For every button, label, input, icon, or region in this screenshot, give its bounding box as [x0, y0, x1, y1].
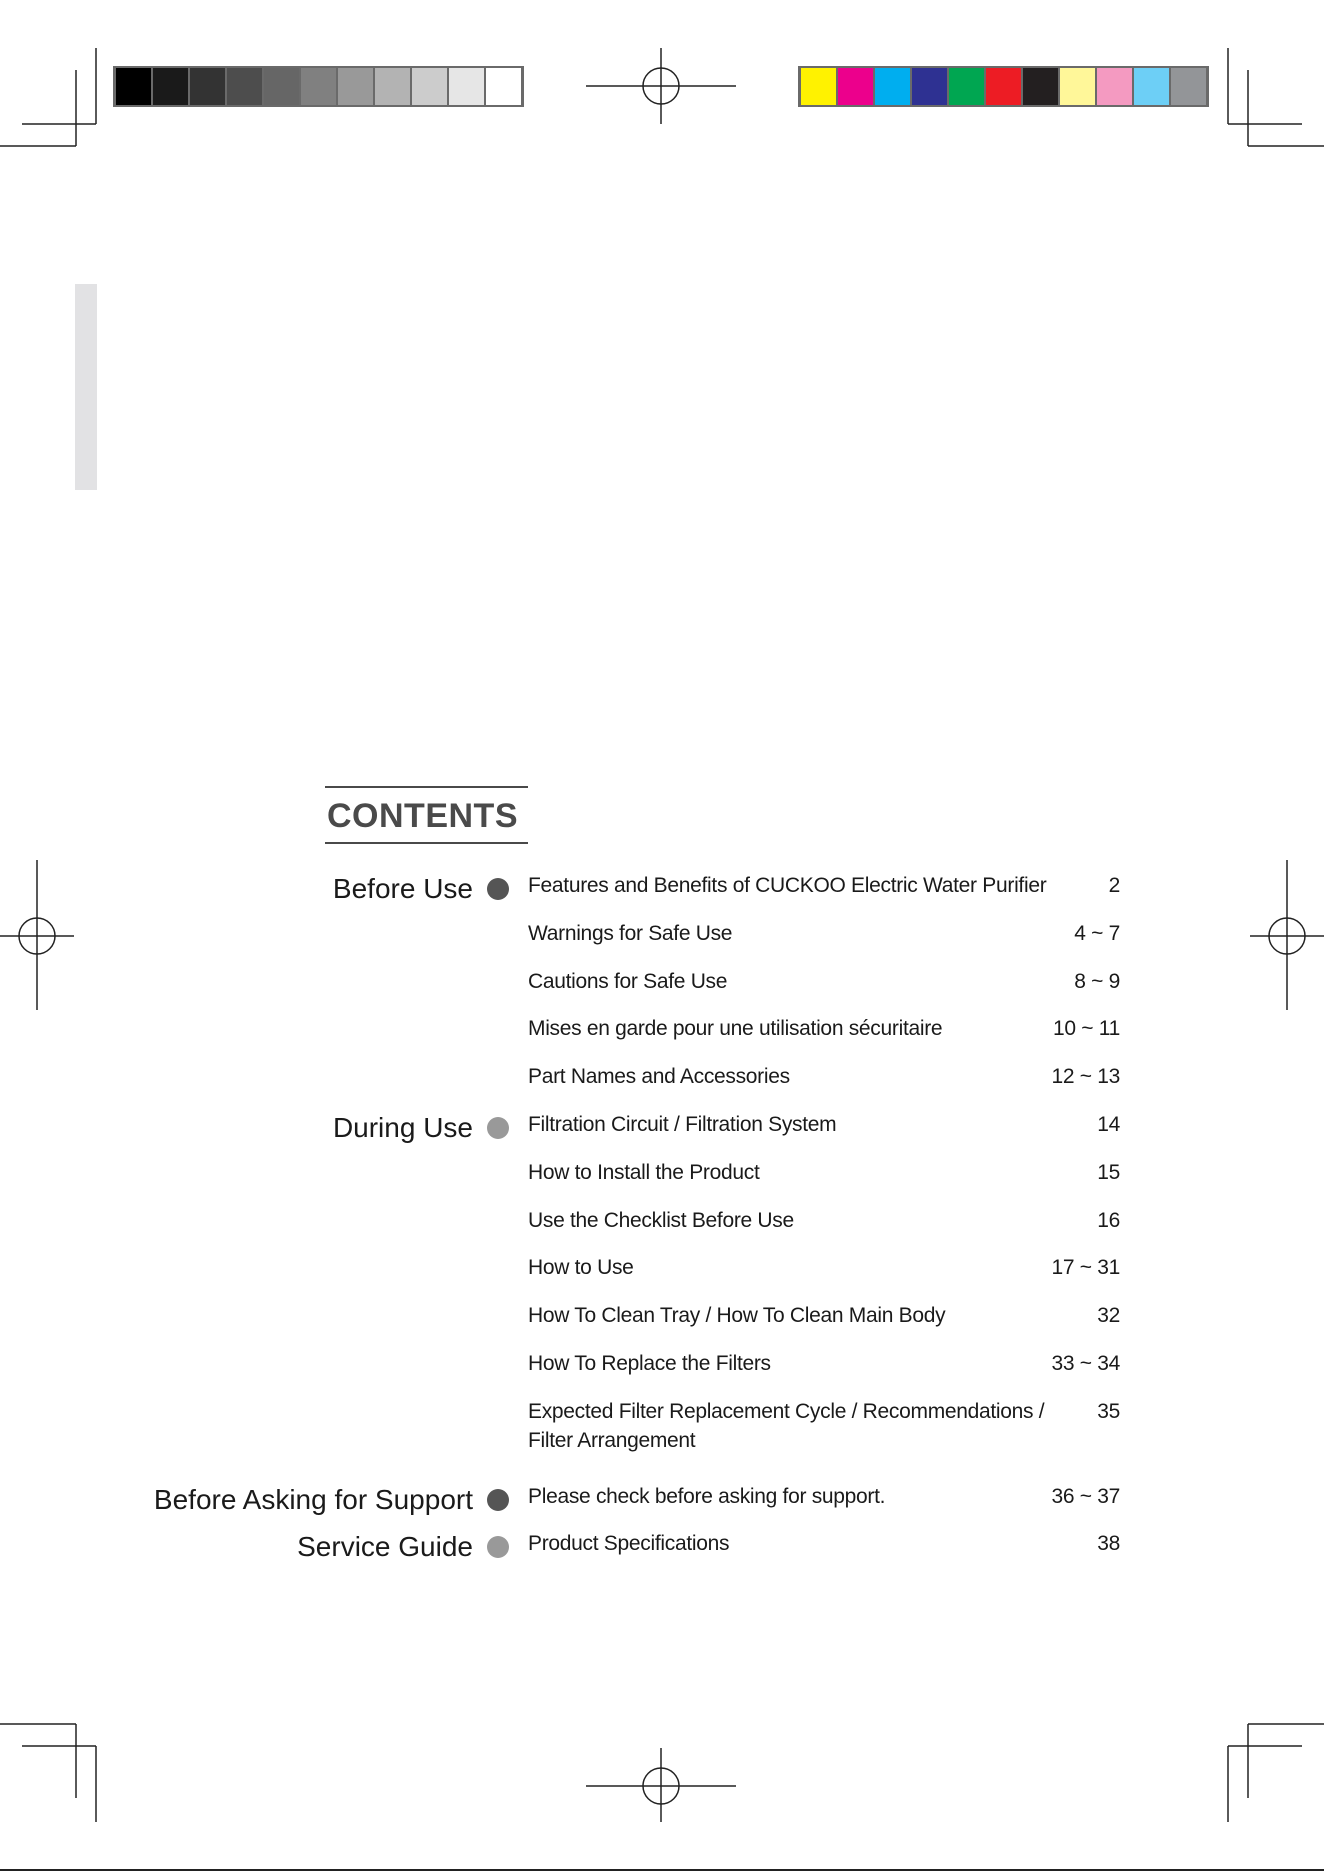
- toc-entry-pages: 33 ~ 34: [1051, 1352, 1120, 1375]
- grayscale-bar-swatch: [412, 68, 447, 105]
- section-label: Before Asking for Support: [153, 1483, 473, 1515]
- contents-title: CONTENTS: [325, 786, 528, 844]
- toc-entry-pages: 32: [1097, 1304, 1120, 1328]
- color-bar-swatch: [949, 68, 984, 105]
- toc-entry-pages: 17 ~ 31: [1051, 1256, 1120, 1280]
- color-bar-swatch: [1097, 68, 1132, 105]
- section-label: During Use: [332, 1112, 473, 1143]
- toc-entry-title[interactable]: Cautions for Safe Use: [528, 969, 728, 993]
- toc-entry-pages: 15: [1097, 1160, 1120, 1184]
- section-label: Service Guide: [297, 1531, 473, 1563]
- toc-entry-title[interactable]: Part Names and Accessories: [528, 1065, 790, 1089]
- toc-entry-title[interactable]: How To Replace the Filters: [528, 1352, 771, 1375]
- toc-entry-pages: 4 ~ 7: [1074, 921, 1120, 945]
- grayscale-bar-swatch: [153, 68, 188, 105]
- grayscale-bar-swatch: [190, 68, 225, 105]
- toc-entry-title[interactable]: Mises en garde pour une utilisation sécuritaire: [528, 1017, 943, 1041]
- toc-entry-pages: 38: [1097, 1532, 1120, 1556]
- bottom-rule: [0, 1869, 1324, 1871]
- toc-entry-pages: 8 ~ 9: [1074, 969, 1120, 993]
- section-bullet-icon: [487, 878, 509, 900]
- toc-entry-pages: 12 ~ 13: [1051, 1065, 1120, 1089]
- section-bullet-icon: [487, 1489, 509, 1511]
- toc-entry-pages: 10 ~ 11: [1053, 1017, 1120, 1041]
- toc-entry-title[interactable]: How to Use: [528, 1256, 634, 1280]
- toc-entry-title[interactable]: Use the Checklist Before Use: [528, 1208, 794, 1232]
- toc-entry-pages: 36 ~ 37: [1051, 1484, 1120, 1508]
- grayscale-bar-swatch: [116, 68, 151, 105]
- color-bar-swatch: [838, 68, 873, 105]
- color-bar-swatch: [1060, 68, 1095, 105]
- toc-entry-title[interactable]: Features and Benefits of CUCKOO Electric Water Purifier: [528, 874, 1047, 897]
- grayscale-bar-swatch: [338, 68, 373, 105]
- color-bar-swatch: [1134, 68, 1169, 105]
- toc-entry-title[interactable]: Please check before asking for support.: [528, 1484, 886, 1508]
- side-tab-marker: [75, 284, 97, 490]
- color-bar-swatch: [912, 68, 947, 105]
- grayscale-bar-swatch: [301, 68, 336, 105]
- toc-entry-pages: 14: [1097, 1113, 1120, 1136]
- toc-entry-pages: 2: [1108, 874, 1120, 897]
- grayscale-bar-swatch: [375, 68, 410, 105]
- color-bar-swatch: [1023, 68, 1058, 105]
- toc-entry-pages: 16: [1097, 1208, 1120, 1232]
- toc-entry-title[interactable]: Warnings for Safe Use: [528, 921, 733, 945]
- toc-entry-title[interactable]: Product Specifications: [528, 1532, 730, 1556]
- toc-entry-title[interactable]: Expected Filter Replacement Cycle / Recommendations / Filter Arrangement: [528, 1399, 1045, 1452]
- toc-entry-title[interactable]: Filtration Circuit / Filtration System: [528, 1113, 837, 1136]
- section-bullet-icon: [487, 1117, 509, 1139]
- toc-entry-title[interactable]: How To Clean Tray / How To Clean Main Body: [528, 1304, 946, 1328]
- color-bar-swatch: [986, 68, 1021, 105]
- toc-entry-title[interactable]: How to Install the Product: [528, 1160, 760, 1184]
- color-bar-swatch: [801, 68, 836, 105]
- toc-entry-pages: 35: [1097, 1399, 1120, 1423]
- grayscale-bar-swatch: [264, 68, 299, 105]
- grayscale-bar-swatch: [486, 68, 521, 105]
- color-bar-swatch: [875, 68, 910, 105]
- grayscale-bar-swatch: [449, 68, 484, 105]
- grayscale-bar-swatch: [227, 68, 262, 105]
- section-label: Before Use: [332, 873, 473, 904]
- color-bar-swatch: [1171, 68, 1206, 105]
